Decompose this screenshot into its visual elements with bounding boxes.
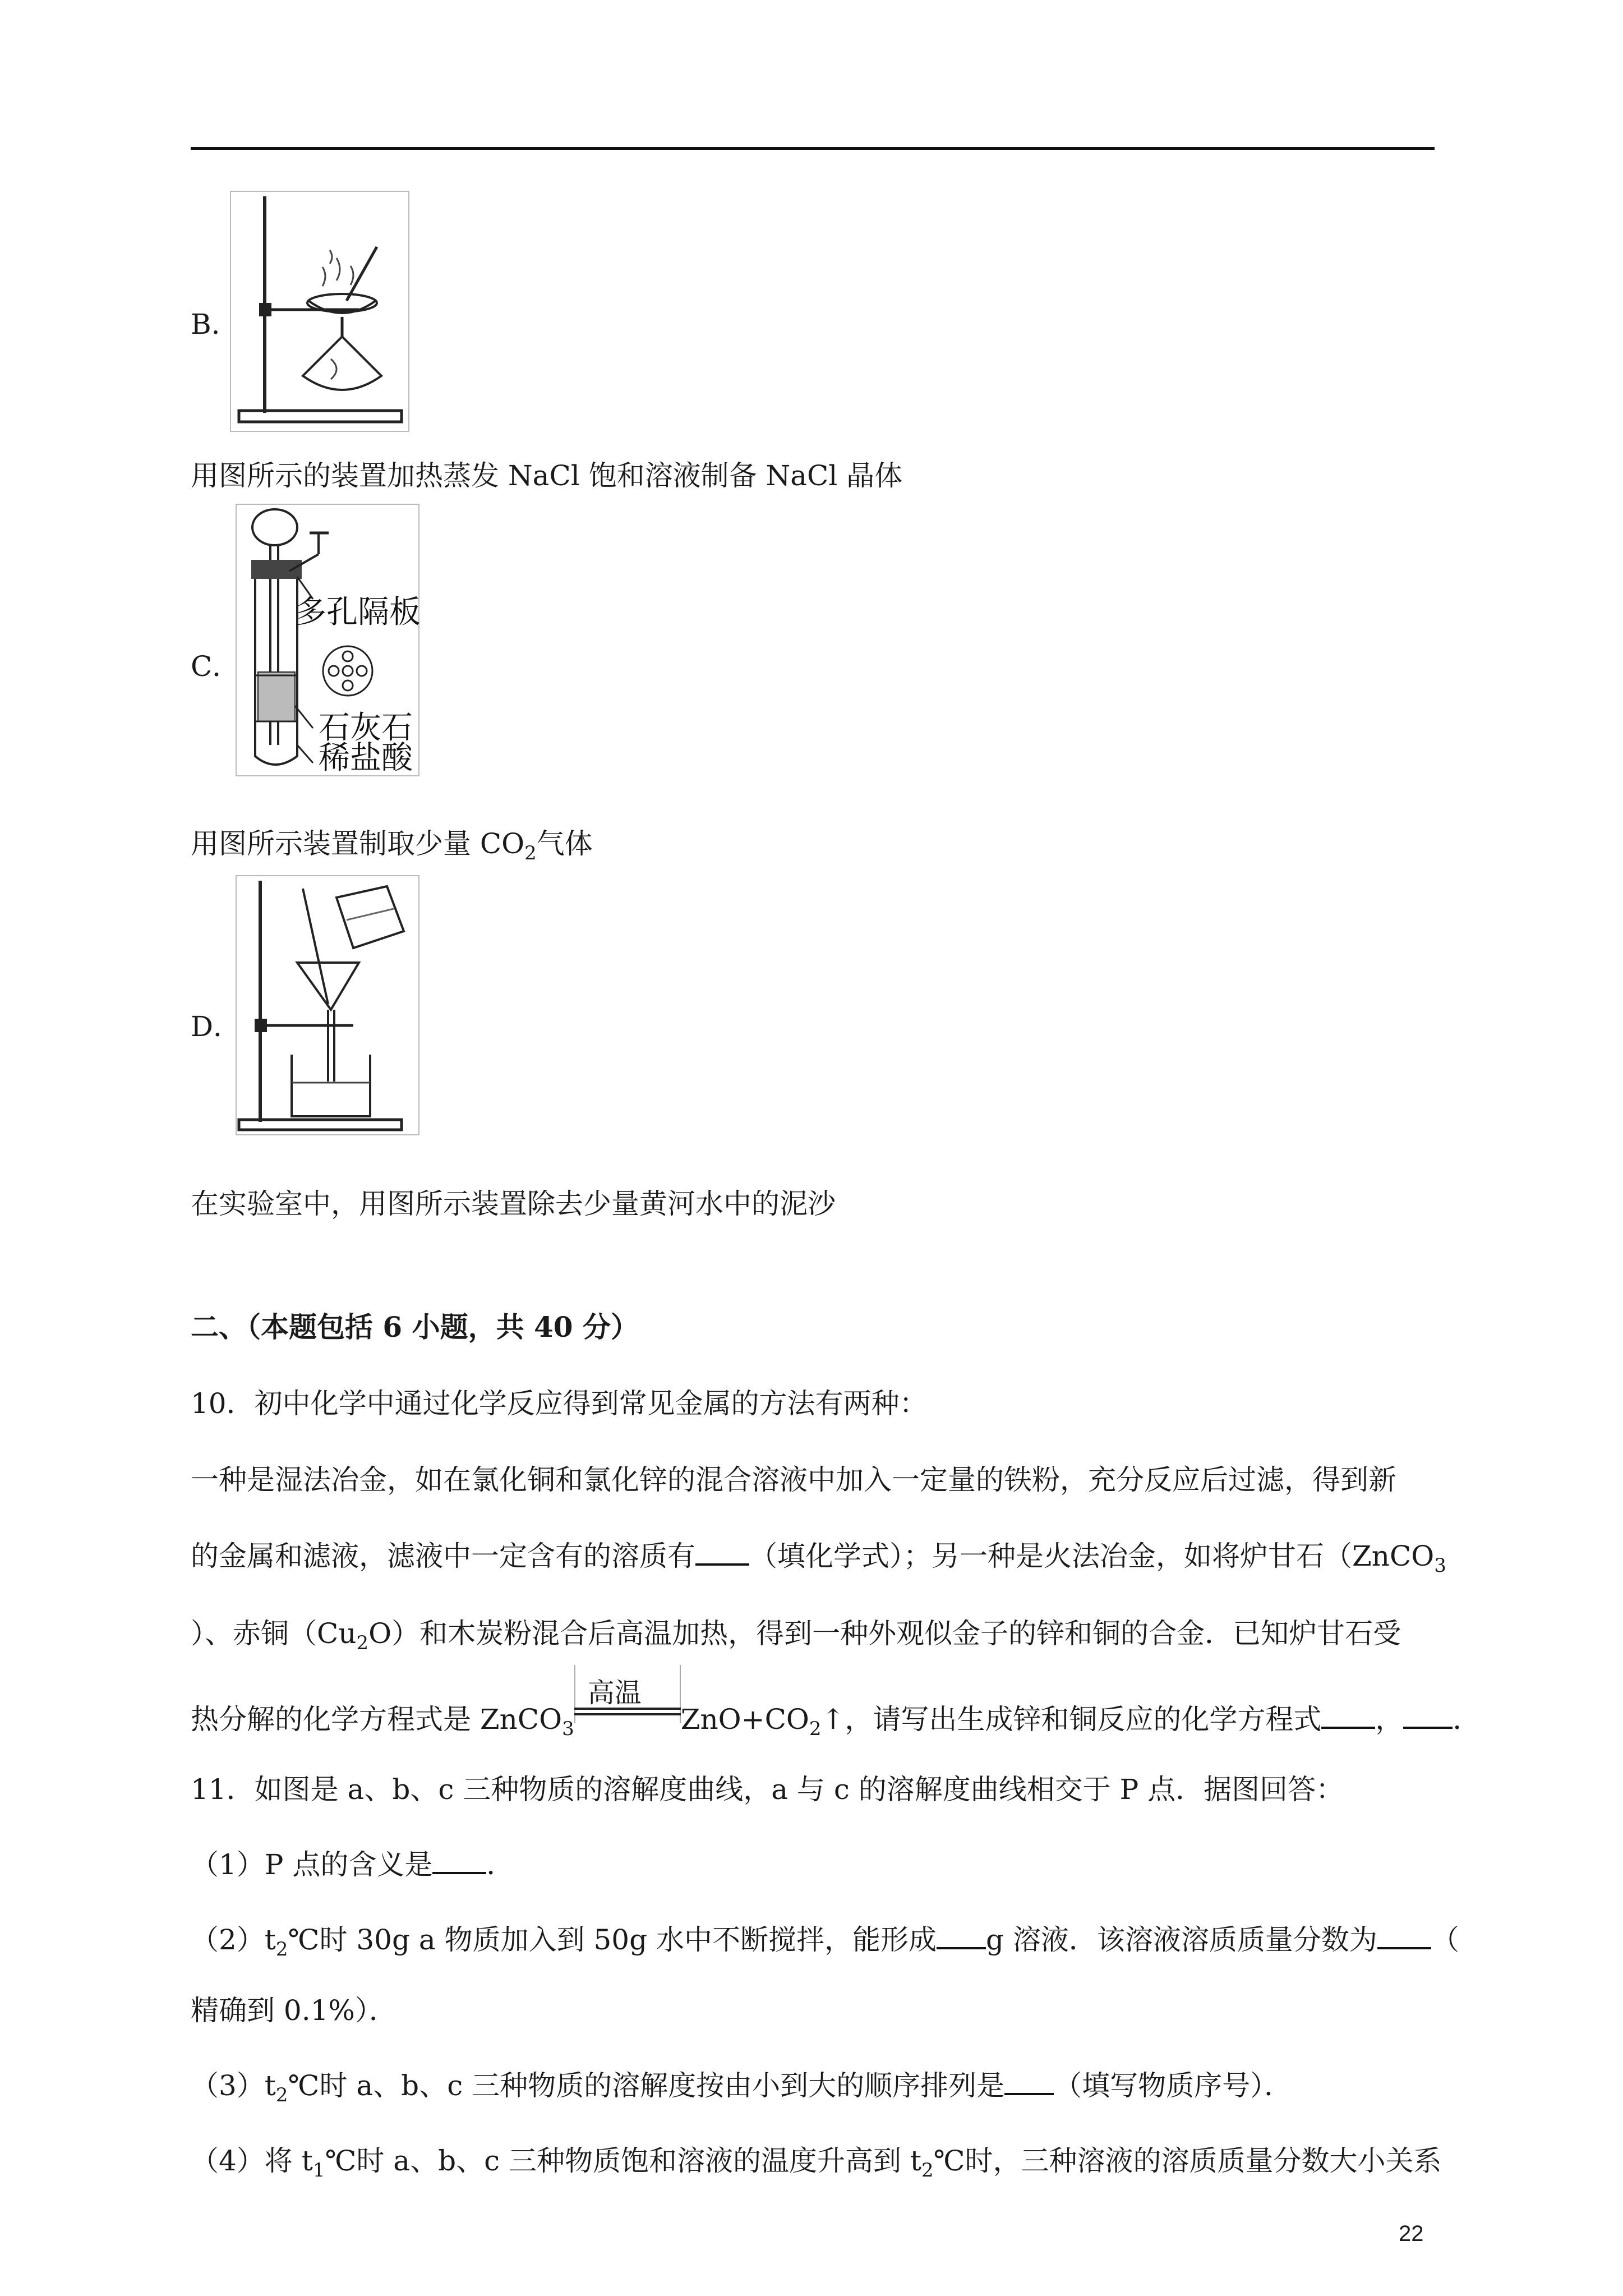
q11-blank-order[interactable] (1004, 2070, 1054, 2095)
option-b-label: B． (191, 308, 239, 341)
filtration-apparatus-figure (236, 875, 421, 1137)
page-number: 22 (1399, 2221, 1424, 2246)
q10-line-4: 热分解的化学方程式是 ZnCO$_3$ 高温 $ZnO+CO_2↑$，请写出生成锌和铜反应的化学方程式 ， ． (191, 1695, 1481, 1736)
option-c-label: C． (191, 650, 241, 683)
co2-generator-figure (236, 504, 421, 777)
evaporation-apparatus-figure (230, 191, 409, 432)
q11-part-2: $(2)t_2℃$时 30g a 物质加入到 50g 水中不断搅拌，能形成 g 溶液．该溶液溶质质量分数为 （ (191, 1924, 1459, 1961)
q11-blank-p-meaning[interactable] (432, 1849, 486, 1874)
q11-blank-solution-mass[interactable] (937, 1925, 986, 1949)
header-rule (191, 147, 1435, 150)
q11-stem: 11．如图是 a、b、c 三种物质的溶解度曲线，a 与 c 的溶解度曲线相交于 P 点．据图回答： (191, 1773, 1344, 1806)
q10-blank-equation-2[interactable] (1403, 1704, 1453, 1729)
q11-blank-mass-fraction[interactable] (1377, 1925, 1431, 1949)
q11-part-3: $(3)t_2℃$时 a、b、c 三种物质的溶解度按由小到大的顺序排列是 （填写物质序号）． (191, 2069, 1293, 2106)
reaction-condition: 高温 (574, 1695, 681, 1729)
q10-line-1: 一种是湿法冶金，如在氯化铜和氯化锌的混合溶液中加入一定量的铁粉，充分反应后过滤，得到新 (191, 1464, 1396, 1496)
figure-label-dilute-hcl: 稀盐酸 (319, 740, 413, 776)
figure-label-limestone: 石灰石 (319, 710, 413, 746)
q11-part-2-line-2: 精确到 0.1%）． (191, 1994, 397, 2027)
option-c-caption: 用图所示装置制取少量 $CO_2$气体 (191, 827, 593, 864)
q11-part-4: （4）将 $t_1℃$时 a、b、c 三种物质饱和溶液的温度升高到 $t_2℃$时，三种溶液的溶质质量分数大小关系 (191, 2145, 1442, 2182)
q10-line-3: ）、赤铜$(Cu_2O)$和木炭粉混合后高温加热，得到一种外观似金子的锌和铜的合金．已知炉甘石受 (191, 1617, 1401, 1654)
section-title: 二、（本题包括 6 小题，共 40 分） (191, 1310, 639, 1343)
figure-label-porous-plate: 多孔隔板 (295, 594, 421, 631)
option-d-caption: 在实验室中，用图所示装置除去少量黄河水中的泥沙 (191, 1188, 836, 1220)
q10-stem: 10．初中化学中通过化学反应得到常见金属的方法有两种： (191, 1387, 928, 1420)
option-b-caption: 用图所示的装置加热蒸发 NaCl 饱和溶液制备 NaCl 晶体 (191, 459, 903, 492)
q10-line-2: 的金属和滤液，滤液中一定含有的溶质有 （填化学式）；另一种是火法冶金，如将炉甘石（ZnCO$_3$ (191, 1540, 1446, 1577)
q10-blank-solute[interactable] (695, 1541, 749, 1566)
q10-blank-equation-1[interactable] (1321, 1704, 1375, 1729)
q11-part-1: （1）P 点的含义是 ． (191, 1848, 515, 1881)
option-d-label: D． (191, 1010, 242, 1043)
